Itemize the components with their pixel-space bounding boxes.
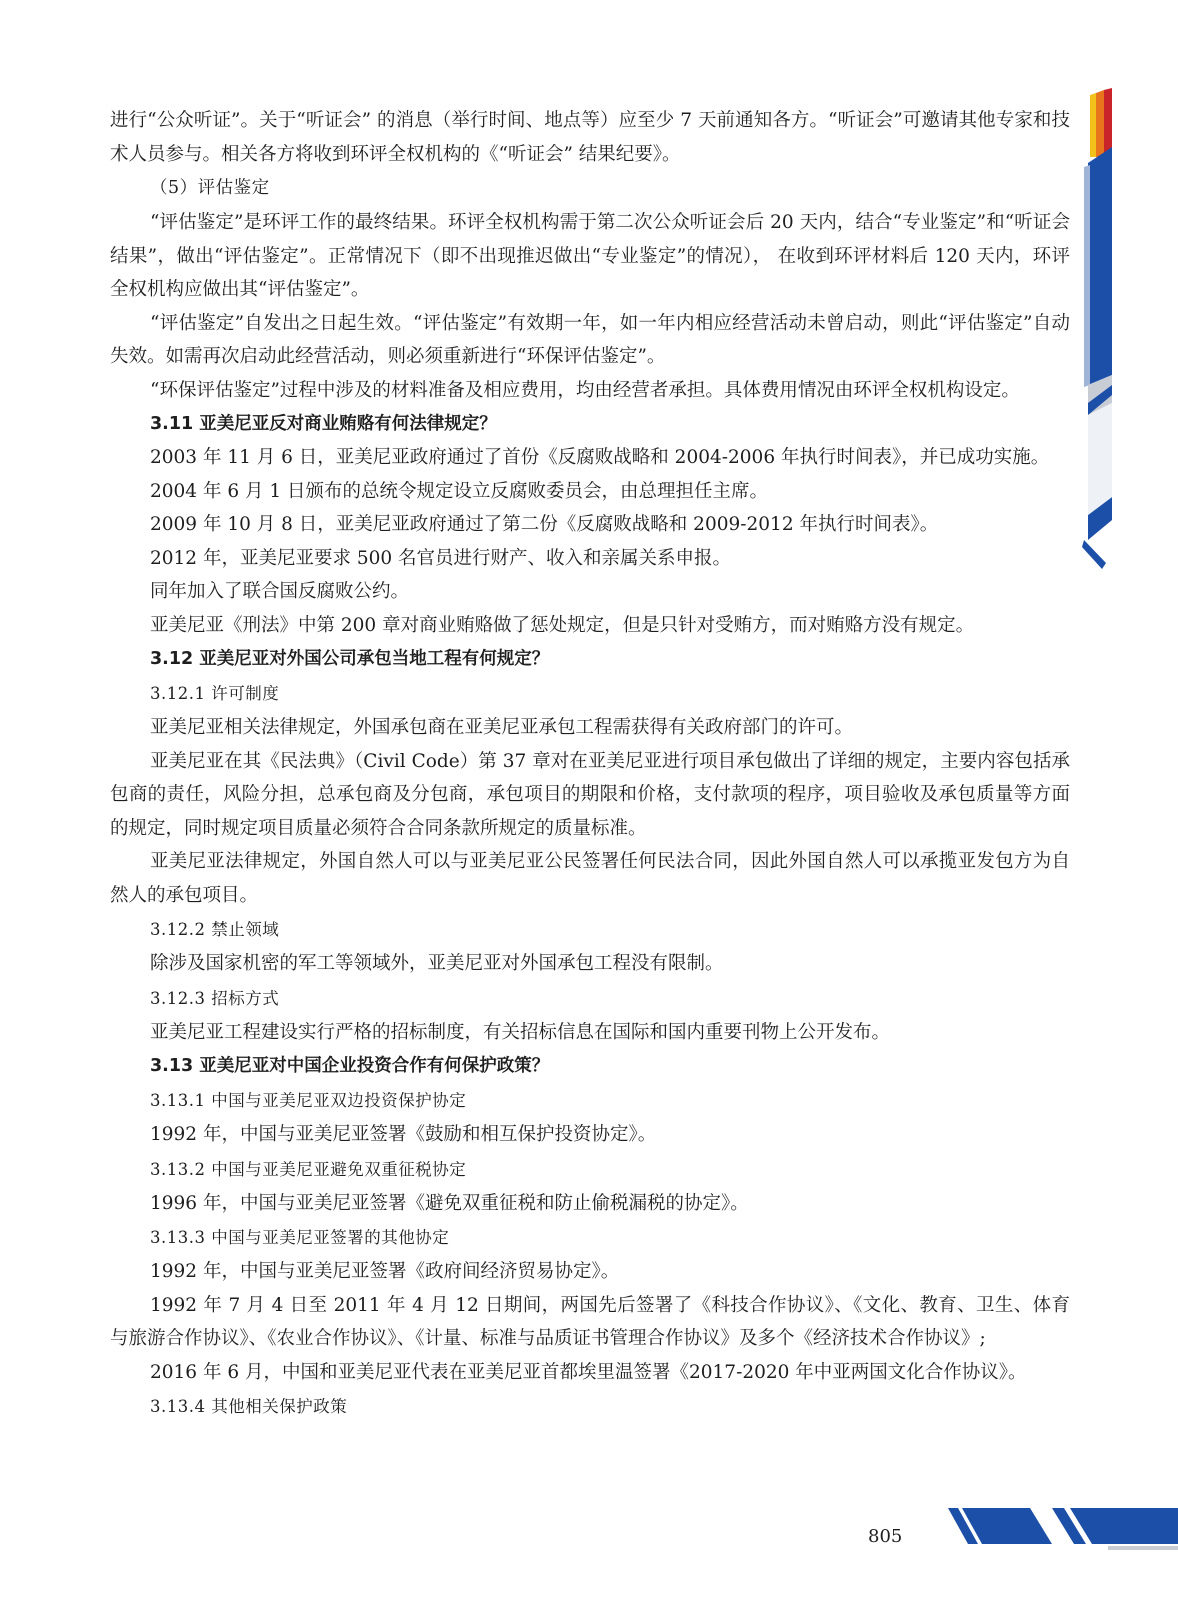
subsection-heading: 3.13.3 中国与亚美尼亚签署的其他协定 (150, 1228, 450, 1247)
paragraph: 进行“公众听证”。关于“听证会” 的消息（举行时间、地点等）应至少 7 天前通知各方。“听证会”可邀请其他专家和技术人员参与。相关各方将收到环评全权机构的《“听证会” 结果纪要》。 (110, 110, 1070, 165)
subsection-heading: 3.13.1 中国与亚美尼亚双边投资保护协定 (150, 1091, 467, 1110)
paragraph: 亚美尼亚相关法律规定，外国承包商在亚美尼亚承包工程需获得有关政府部门的许可。 (150, 717, 854, 738)
paragraph: 2003 年 11 月 6 日，亚美尼亚政府通过了首份《反腐败战略和 2004-2006 年执行时间表》，并已成功实施。 (150, 447, 1050, 468)
paragraph: 2009 年 10 月 8 日，亚美尼亚政府通过了第二份《反腐败战略和 2009-2012 年执行时间表》。 (150, 514, 939, 535)
paragraph: 1992 年 7 月 4 日至 2011 年 4 月 12 日期间，两国先后签署了《科技合作协议》、《文化、教育、卫生、体育与旅游合作协议》、《农业合作协议》、《计量、标准与品质证书管理合作协议》及多个《经济技术合作协议》; (110, 1294, 1070, 1349)
subsection-heading: 3.13.2 中国与亚美尼亚避免双重征税协定 (150, 1159, 467, 1179)
paragraph: 除涉及国家机密的军工等领域外，亚美尼亚对外国承包工程没有限制。 (150, 953, 724, 974)
section-heading: 3.13 亚美尼亚对中国企业投资合作有何保护政策？ (150, 1056, 550, 1076)
page-number: 805 (868, 1526, 903, 1547)
paragraph: “评估鉴定”是环评工作的最终结果。环评全权机构需于第二次公众听证会后 20 天内，结合“专业鉴定”和“听证会结果”，做出“评估鉴定”。正常情况下（即不出现推迟做出“专业鉴定”的情况）， 在收到环评材料后 120 天内，环评全权机构应做出其“评估鉴定”。 (110, 212, 1070, 300)
list-item-label: （5）评估鉴定 (150, 178, 270, 198)
paragraph: 亚美尼亚在其《民法典》（Civil Code）第 37 章对在亚美尼亚进行项目承包做出了详细的规定，主要内容包括承包商的责任，风险分担，总承包商及分包商，承包项目的期限和价格，支付款项的程序，项目验收及承包质量等方面的规定，同时规定项目质量必须符合合同条款所规定的质量标准。 (110, 750, 1070, 839)
subsection-heading: 3.12.1 许可制度 (150, 684, 280, 703)
document-body (110, 104, 1070, 1424)
paragraph: 亚美尼亚工程建设实行严格的招标制度，有关招标信息在国际和国内重要刊物上公开发布。 (150, 1021, 891, 1043)
paragraph: 1992 年，中国与亚美尼亚签署《鼓励和相互保护投资协定》。 (150, 1124, 657, 1145)
paragraph: 亚美尼亚《刑法》中第 200 章对商业贿赂做了惩处规定，但是只针对受贿方，而对贿赂方没有规定。 (150, 614, 975, 636)
paragraph: 2016 年 6 月，中国和亚美尼亚代表在亚美尼亚首都埃里温签署《2017-2020 年中亚两国文化合作协议》。 (150, 1361, 1027, 1383)
paragraph: 1996 年，中国与亚美尼亚签署《避免双重征税和防止偷税漏税的协定》。 (150, 1192, 749, 1214)
subsection-heading: 3.12.3 招标方式 (150, 988, 280, 1008)
paragraph: 1992 年，中国与亚美尼亚签署《政府间经济贸易协定》。 (150, 1261, 620, 1282)
section-heading: 3.12 亚美尼亚对外国公司承包当地工程有何规定？ (150, 649, 550, 669)
side-ribbon-decoration (1078, 85, 1158, 585)
paragraph: “环保评估鉴定”过程中涉及的材料准备及相应费用，均由经营者承担。具体费用情况由环评全权机构设定。 (150, 379, 1020, 401)
subsection-heading: 3.13.4 其他相关保护政策 (150, 1397, 348, 1416)
paragraph: 2012 年，亚美尼亚要求 500 名官员进行财产、收入和亲属关系申报。 (150, 547, 732, 569)
paragraph: 同年加入了联合国反腐败公约。 (150, 581, 410, 602)
paragraph: “评估鉴定”自发出之日起生效。“评估鉴定”有效期一年，如一年内相应经营活动未曾启动，则此“评估鉴定”自动失效。如需再次启动此经营活动，则必须重新进行“环保评估鉴定”。 (110, 312, 1070, 367)
subsection-heading: 3.12.2 禁止领域 (150, 920, 280, 939)
paragraph: 2004 年 6 月 1 日颁布的总统令规定设立反腐败委员会，由总理担任主席。 (150, 480, 769, 502)
footer-stripe-decoration (948, 1506, 1178, 1554)
paragraph: 亚美尼亚法律规定，外国自然人可以与亚美尼亚公民签署任何民法合同，因此外国自然人可以承揽亚发包方为自然人的承包项目。 (110, 851, 1070, 906)
section-heading: 3.11 亚美尼亚反对商业贿赂有何法律规定？ (150, 414, 497, 434)
